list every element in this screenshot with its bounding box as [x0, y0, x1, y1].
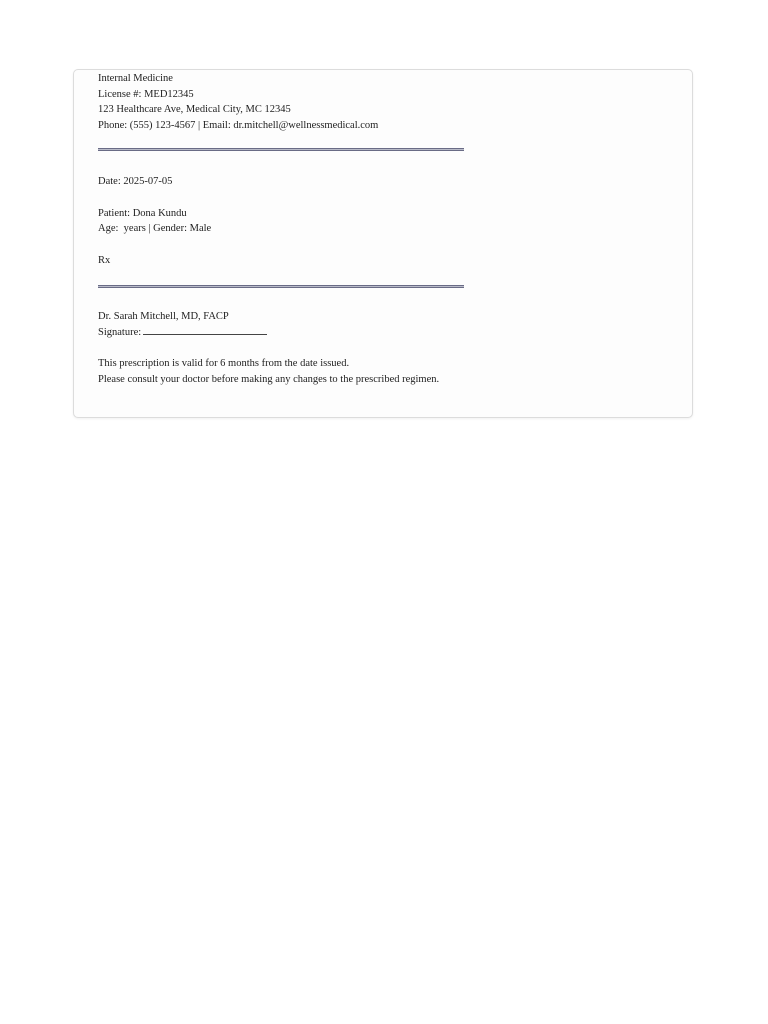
- validity-note-text: This prescription is valid for 6 months from the date issued.: [98, 358, 350, 369]
- date-text: Date: 2025-07-05: [98, 176, 173, 187]
- signature-line: [143, 325, 267, 335]
- license-text: License #: MED12345: [98, 88, 194, 100]
- patient-name-text: Patient: Dona Kundu: [98, 207, 187, 219]
- prescription-card: [73, 69, 693, 418]
- rx-symbol: Rx: [98, 254, 111, 266]
- signature-label: Signature:: [98, 326, 142, 338]
- contact-text: Phone: (555) 123-4567 | Email: dr.mitchell@wellnessmedical.com: [98, 119, 379, 131]
- footer-divider: [98, 285, 464, 288]
- date-section: [98, 174, 678, 190]
- notes-section: [98, 356, 678, 387]
- doctor-signature-section: [98, 309, 678, 340]
- patient-section: [98, 206, 678, 237]
- specialty-text: Internal Medicine: [98, 73, 173, 84]
- doctor-name-text: Dr. Sarah Mitchell, MD, FACP: [98, 311, 229, 322]
- signature-row: [98, 325, 678, 341]
- age-gender-text: Age: years | Gender: Male: [98, 223, 212, 234]
- consult-note-text: Please consult your doctor before making any changes to the prescribed regimen.: [98, 373, 440, 385]
- address-text: 123 Healthcare Ave, Medical City, MC 12345: [98, 104, 291, 115]
- header-divider: [98, 148, 464, 151]
- prescription-content: [98, 70, 678, 387]
- doctor-header: [98, 70, 678, 133]
- rx-section: [98, 253, 678, 269]
